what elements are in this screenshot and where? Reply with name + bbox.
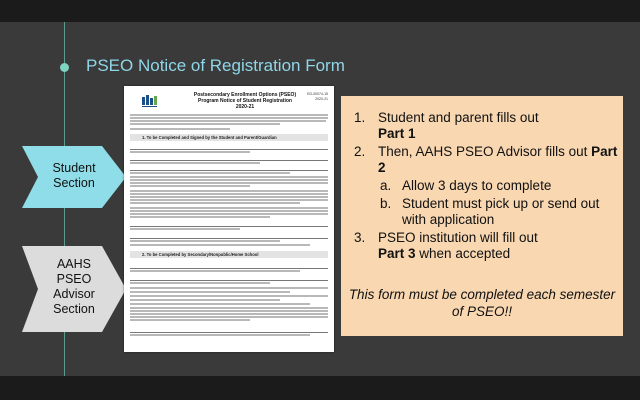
form-text-line xyxy=(130,151,250,153)
form-text-line xyxy=(130,193,328,195)
form-text-line xyxy=(130,117,328,119)
form-text-line xyxy=(130,123,280,125)
student-section-label: Student Section xyxy=(52,161,96,190)
form-text-line xyxy=(130,299,280,301)
form-text-line xyxy=(130,199,328,201)
bullet-dot-icon xyxy=(60,63,69,72)
step-2b: b. Student must pick up or send out with application xyxy=(380,196,600,227)
form-text-line xyxy=(130,114,328,116)
step-1: 1. Student and parent fills out Part 1 xyxy=(354,110,539,141)
form-text-line xyxy=(130,179,328,181)
mn-state-logo-icon xyxy=(142,94,166,112)
semester-note: This form must be completed each semester of PSEO!! xyxy=(348,287,616,319)
form-text-line xyxy=(130,162,260,164)
form-text-line xyxy=(130,196,328,198)
steps-list xyxy=(350,110,618,264)
form-heading: Postsecondary Enrollment Options (PSEO) Program Notice of Student Registration 2020-21 xyxy=(193,92,297,110)
form-text-line xyxy=(130,244,310,246)
form-field-rule xyxy=(130,226,328,227)
advisor-section-label: AAHS PSEO Advisor Section xyxy=(53,257,95,316)
form-text-line xyxy=(130,213,328,215)
form-text-line xyxy=(130,190,328,192)
form-text-line xyxy=(130,172,290,174)
form-text-line xyxy=(130,282,270,284)
form-text-line xyxy=(130,240,280,242)
form-field-rule xyxy=(130,160,328,161)
form-text-line xyxy=(130,310,328,312)
form-text-line xyxy=(130,291,290,293)
form-text-line xyxy=(130,128,230,130)
form-text-line xyxy=(130,176,328,178)
form-text-line xyxy=(130,216,270,218)
slide-title: PSEO Notice of Registration Form xyxy=(86,56,345,75)
form-field-rule xyxy=(130,332,328,333)
form-text-line xyxy=(130,313,328,315)
form-field-rule xyxy=(130,280,328,281)
top-letterbox xyxy=(0,0,640,22)
registration-form-image xyxy=(124,86,334,352)
form-text-line xyxy=(130,182,328,184)
form-text-line xyxy=(130,120,326,122)
form-section-1-header: 1. To be Completed and Signed by the Student and Parent/Guardian xyxy=(130,134,328,141)
form-text-line xyxy=(130,202,300,204)
bottom-letterbox xyxy=(0,376,640,400)
form-field-rule xyxy=(130,170,328,171)
form-field-rule xyxy=(130,238,328,239)
form-text-line xyxy=(130,185,250,187)
step-3: 3. PSEO institution will fill out Part 3 when accepted xyxy=(354,230,538,261)
form-text-line xyxy=(130,207,328,209)
form-text-line xyxy=(130,228,240,230)
form-code: ED-00074-15 2020-21 xyxy=(307,92,328,101)
form-text-line xyxy=(130,270,300,272)
form-field-rule xyxy=(130,149,328,150)
form-text-line xyxy=(130,319,250,321)
form-text-line xyxy=(130,287,328,289)
form-text-line xyxy=(130,295,328,297)
form-text-line xyxy=(130,316,328,318)
form-text-line xyxy=(130,307,328,309)
form-text-line xyxy=(130,334,310,336)
form-text-line xyxy=(130,210,328,212)
step-2a: a. Allow 3 days to complete xyxy=(380,178,552,193)
step-2: 2. Then, AAHS PSEO Advisor fills out Part 2 xyxy=(354,144,618,175)
form-field-rule xyxy=(130,268,328,269)
form-section-2-header: 2. To be Completed by Secondary/Nonpublic/Home School xyxy=(130,251,328,258)
form-text-line xyxy=(130,303,310,305)
